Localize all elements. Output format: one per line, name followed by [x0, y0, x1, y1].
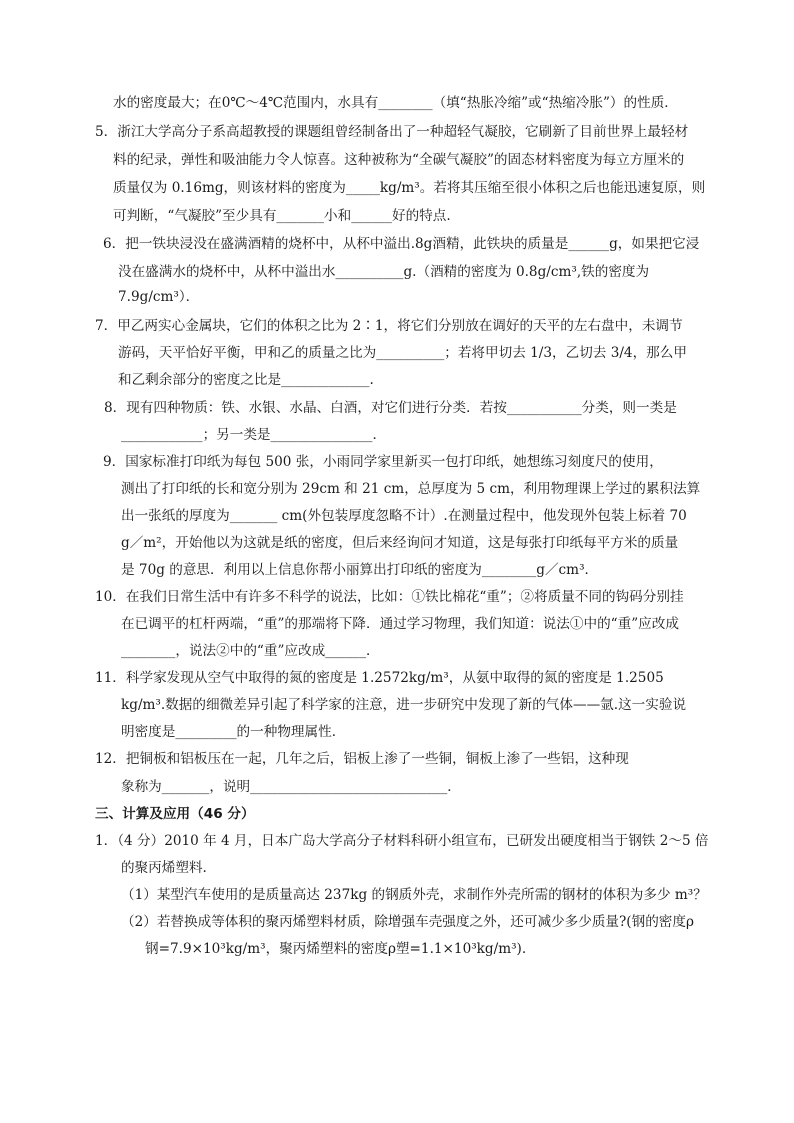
question-10-line-3: ________，说法②中的“重”应改成______．: [121, 643, 380, 659]
question-5-line-3: 质量仅为 0.16mg，则该材料的密度为_____kg/m³。若将其压缩至很小体积之后也能迅速复原，则: [113, 180, 706, 196]
question-9-line-3: 出一张纸的厚度为_______ cm(外包装厚度忽略不计）.在测量过程中，他发现外包装上标着 70: [121, 508, 687, 524]
question-7-line-3: 和乙剩余部分的密度之比是_____________.: [118, 372, 374, 388]
calc-question-1-line-2: 的聚丙烯塑料.: [121, 860, 207, 876]
calc-question-1-line-1: 1．（4 分）2010 年 4 月，日本广岛大学高分子材料科研小组宣布，已研发出硬度相当于钢铁 2～5 倍: [95, 833, 709, 849]
question-6-line-2: 没在盛满水的烧杯中，从杯中溢出水__________g.（酒精的密度为 0.8g/cm³,铁的密度为: [118, 264, 650, 280]
question-10-line-1: 10．在我们日常生活中有许多不科学的说法，比如：①铁比棉花“重”；②将质量不同的钩码分别挂: [95, 589, 684, 605]
calc-question-1-part-1: （1）某型汽车使用的是质量高达 237kg 的钢质外壳，求制作外壳所需的钢材的体积为多少 m³？: [121, 887, 707, 903]
question-11-line-2: kg/m³.数据的细微差异引起了科学家的注意，进一步研究中发现了新的气体——氩.这一实验说: [121, 697, 687, 713]
question-11-line-1: 11．科学家发现从空气中取得的氮的密度是 1.2572kg/m³，从氨中取得的氮的密度是 1.2505: [95, 670, 664, 686]
question-5-line-1: 5．浙江大学高分子系高超教授的课题组曾经制备出了一种超轻气凝胶，它刷新了目前世界上最轻材: [95, 124, 689, 140]
question-8-line-2: ____________；另一类是_______________．: [121, 427, 387, 443]
question-9-line-4: g／m²，开始他以为这就是纸的密度，但后来经询问才知道，这是每张打印纸每平方米的质量: [121, 535, 679, 551]
question-12-line-2: 象称为_______，说明_____________________________．: [121, 779, 461, 795]
question-6-line-1: 6．把一铁块浸没在盛满酒精的烧杯中，从杯中溢出.8g酒精，此铁块的质量是______g，如果把它浸: [103, 236, 700, 252]
calc-question-1-part-2-line-2: 钢=7.9×10³kg/m³，聚丙烯塑料的密度ρ塑=1.1×10³kg/m³).: [145, 941, 527, 957]
question-9-line-5: 是 70g 的意思．利用以上信息你帮小丽算出打印纸的密度为________g／cm³．: [121, 562, 599, 578]
question-8-line-1: 8．现有四种物质：铁、水银、水晶、白酒，对它们进行分类．若按___________分类，则一类是: [104, 400, 677, 416]
question-7-line-1: 7．甲乙两实心金属块，它们的体积之比为 2∶1，将它们分别放在调好的天平的左右盘中，未调节: [95, 318, 683, 334]
question-10-line-2: 在已调平的杠杆两端，“重”的那端将下降．通过学习物理，我们知道：说法①中的“重”应改成: [121, 616, 679, 632]
text-line-1: 水的密度最大；在0℃～4℃范围内，水具有________（填“热胀冷缩”或“热缩冷胀”）的性质．: [113, 95, 678, 111]
question-11-line-3: 明密度是_________的一种物理属性．: [121, 724, 346, 740]
question-5-line-4: 可判断，“气凝胶”至少具有_______小和______好的特点.: [113, 208, 451, 224]
question-9-line-2: 测出了打印纸的长和宽分别为 29cm 和 21 cm，总厚度为 5 cm，利用物理课上学过的累积法算: [121, 481, 701, 497]
question-7-line-2: 游码，天平恰好平衡，甲和乙的质量之比为__________；若将甲切去 1/3，乙切去 3/4，那么甲: [118, 345, 687, 361]
question-5-line-2: 料的纪录，弹性和吸油能力令人惊喜。这种被称为“全碳气凝胶”的固态材料密度为每立方厘米的: [113, 152, 685, 168]
calc-question-1-part-2-line-1: （2）若替换成等体积的聚丙烯塑料材质，除增强车壳强度之外，还可减少多少质量?(钢的密度ρ: [121, 914, 694, 930]
question-12-line-1: 12．把铜板和铝板压在一起，几年之后，铝板上渗了一些铜，铜板上渗了一些铝，这种现: [95, 751, 629, 767]
question-6-line-3: 7.9g/cm³）．: [118, 289, 200, 305]
question-9-line-1: 9．国家标准打印纸为每包 500 张，小雨同学家里新买一包打印纸，她想练习刻度尺的使用，: [103, 454, 663, 470]
section-heading: 三、计算及应用（46 分）: [95, 806, 255, 822]
